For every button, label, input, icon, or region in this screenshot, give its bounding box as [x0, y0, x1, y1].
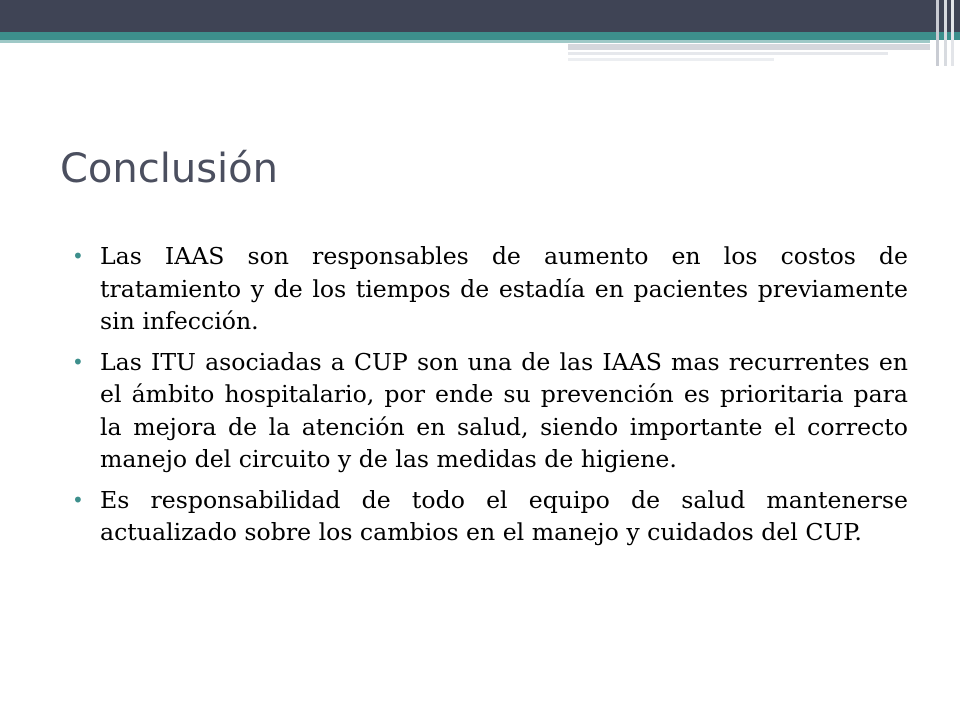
bullet-text: Es responsabilidad de todo el equipo de salud mantenerse actualizado sobre los cambios en el manejo y cuidados del CUP.	[100, 485, 908, 546]
header-band-teal	[0, 32, 960, 40]
bullet-item	[72, 484, 908, 549]
header-accent-line	[568, 52, 888, 55]
header-accent-bar	[936, 0, 939, 66]
header-accent-line	[568, 58, 774, 61]
bullet-item	[72, 240, 908, 338]
header-band-dark	[0, 0, 960, 32]
slide-title: Conclusión	[60, 146, 278, 192]
header-accent-bar	[944, 0, 947, 66]
bullet-marker: •	[72, 349, 84, 374]
bullet-list	[72, 240, 908, 557]
bullet-item	[72, 346, 908, 476]
bullet-text: Las IAAS son responsables de aumento en los costos de tratamiento y de los tiempos de estadía en pacientes previamente sin infección.	[100, 242, 908, 335]
header-band-teal-thin	[0, 40, 930, 43]
bullet-text: Las ITU asociadas a CUP son una de las IAAS mas recurrentes en el ámbito hospitalario, por ende su prevención es prioritaria para la mejora de la atención en salud, siendo importante el correcto manejo del circuito y de las medidas de higiene.	[100, 347, 908, 473]
header-accent-line	[568, 44, 930, 50]
header-accent-bar	[951, 0, 954, 66]
bullet-marker: •	[72, 244, 84, 268]
bullet-marker: •	[72, 487, 84, 512]
